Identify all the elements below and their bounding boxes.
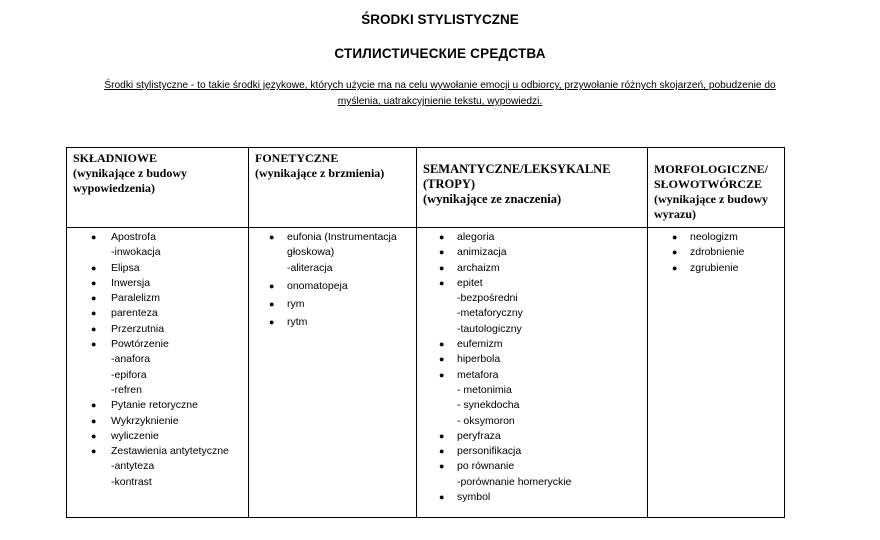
device-subtype: -aliteracja [287,261,333,274]
device-list-syntactic [67,228,248,490]
device-name: onomatopeja [287,279,348,292]
bullet-icon: ● [672,247,678,258]
bullet-icon: ● [91,293,97,304]
header-cell-morphological [648,148,785,228]
device-subtype: - oksymoron [457,414,515,427]
bullet-icon: ● [91,277,97,288]
device-subtype: -antyteza [111,460,155,473]
page-title-russian: СТИЛИСТИЧЕСКИЕ СРЕДСТВА [334,46,546,61]
bullet-icon: ● [91,323,97,334]
device-name: archaizm [457,261,500,274]
device-name: rym [287,298,305,311]
device-list-semantic [417,228,647,505]
device-subtype: -refren [111,383,142,396]
device-name: animizacja [457,246,507,259]
device-name: peryfraza [457,429,501,442]
device-name: Przerzutnia [111,322,165,335]
bullet-icon: ● [91,232,97,242]
column-heading: SKŁADNIOWE [73,151,158,165]
list-item [67,322,248,337]
device-name: hiperbola [457,353,501,366]
list-item [417,429,647,444]
bullet-icon: ● [439,277,445,288]
device-subtype: -kontrast [111,475,152,488]
bullet-icon: ● [672,232,678,242]
column-subheading: (wynikające z brzmienia) [255,166,385,180]
list-item [67,261,248,276]
list-item [417,276,647,337]
list-item [648,245,784,260]
body-cell-morphological [648,228,785,518]
bullet-icon: ● [439,354,445,365]
device-list-phonetic [249,228,416,331]
body-cell-semantic [417,228,648,518]
list-item [67,337,248,398]
column-heading: MORFOLOGICZNE/ SŁOWOTWÓRCZE [654,162,769,191]
bullet-icon: ● [439,262,445,273]
bullet-icon: ● [91,400,97,411]
stylistic-devices-table [66,147,785,518]
device-name: Zestawienia antytetyczne [111,445,229,458]
device-name: neologizm [690,231,738,243]
list-item [417,261,647,276]
bullet-icon: ● [269,232,275,242]
header-cell-phonetic [249,148,417,228]
list-item [249,230,416,276]
bullet-icon: ● [91,339,97,350]
list-item [417,444,647,459]
device-name: zdrobnienie [690,246,745,259]
column-heading: FONETYCZNE [255,151,339,165]
column-subheading: (wynikające z budowy wypowiedzenia) [73,166,188,195]
bullet-icon: ● [439,339,445,350]
device-name: metafora [457,368,499,381]
device-name: Elipsa [111,261,140,274]
list-item [67,444,248,490]
device-subtype: -bezpośredni [457,292,518,305]
device-name: Apostrofa [111,231,156,243]
device-name: Wykrzyknienie [111,414,179,427]
bullet-icon: ● [439,247,445,258]
device-name: eufemizm [457,338,503,351]
list-item [67,429,248,444]
header-cell-syntactic [67,148,249,228]
list-item [417,230,647,245]
list-item [249,279,416,294]
list-item [417,337,647,352]
device-name: personifikacja [457,445,522,458]
device-name: Paralelizm [111,292,161,305]
device-list-morphological [648,228,784,276]
column-heading: SEMANTYCZNE/LEKSYKALNE [423,162,611,176]
device-subtype: -inwokacja [111,246,161,259]
bullet-icon: ● [439,492,445,503]
device-name: Inwersja [111,276,151,289]
device-subtype: - metonimia [457,383,512,396]
list-item [417,490,647,505]
device-name: rytm [287,316,308,329]
list-item [417,245,647,260]
device-name: symbol [457,491,491,504]
bullet-icon: ● [439,461,445,472]
device-subtype: -epifora [111,368,147,381]
device-name: po równanie [457,460,515,473]
bullet-icon: ● [439,446,445,457]
device-subtype: -porównanie homeryckie [457,475,572,488]
table-header-row [67,148,785,228]
list-item [648,230,784,245]
list-item [648,261,784,276]
device-name: Powtórzenie [111,338,169,351]
bullet-icon: ● [269,280,275,291]
list-item [249,297,416,312]
list-item [249,315,416,330]
column-subheading-2: (wynikające ze znaczenia) [423,192,562,206]
list-item [67,398,248,413]
body-cell-phonetic [249,228,417,518]
device-name: alegoria [457,231,495,243]
list-item [67,276,248,291]
device-subtype: -anafora [111,353,151,366]
list-item [417,368,647,429]
column-subheading: (wynikające z budowy wyrazu) [654,192,769,221]
device-name: parenteza [111,307,158,320]
bullet-icon: ● [439,430,445,441]
column-subheading: (TROPY) [423,177,476,191]
bullet-icon: ● [672,262,678,273]
device-subtype: -metaforyczny [457,307,523,320]
bullet-icon: ● [91,430,97,441]
device-subtype: - synekdocha [457,399,520,412]
bullet-icon: ● [269,317,275,328]
bullet-icon: ● [439,232,445,242]
list-item [67,414,248,429]
bullet-icon: ● [91,308,97,319]
bullet-icon: ● [91,446,97,457]
page-title-polish: ŚRODKI STYLISTYCZNE [361,12,519,27]
device-name: Pytanie retoryczne [111,399,198,412]
bullet-icon: ● [91,415,97,426]
device-subtype: -tautologiczny [457,322,522,335]
device-name: eufonia (Instrumentacja głoskowa) [287,231,397,259]
intro-paragraph: Środki stylistyczne - to takie środki językowe, których użycie ma na celu wywołanie emocji u odbiorcy, przywołanie różnych skojarzeń, pobudzenie do myślenia, uatrakcyjnienie tekstu, wypowiedzi. [104,80,776,107]
header-cell-semantic [417,148,648,228]
body-cell-syntactic [67,228,249,518]
bullet-icon: ● [439,369,445,380]
list-item [67,230,248,261]
table-body-row [67,228,785,518]
list-item [417,352,647,367]
list-item [417,459,647,490]
list-item [67,306,248,321]
device-name: zgrubienie [690,261,739,274]
bullet-icon: ● [269,299,275,310]
bullet-icon: ● [91,262,97,273]
device-name: epitet [457,276,483,289]
list-item [67,291,248,306]
device-name: wyliczenie [111,429,159,442]
